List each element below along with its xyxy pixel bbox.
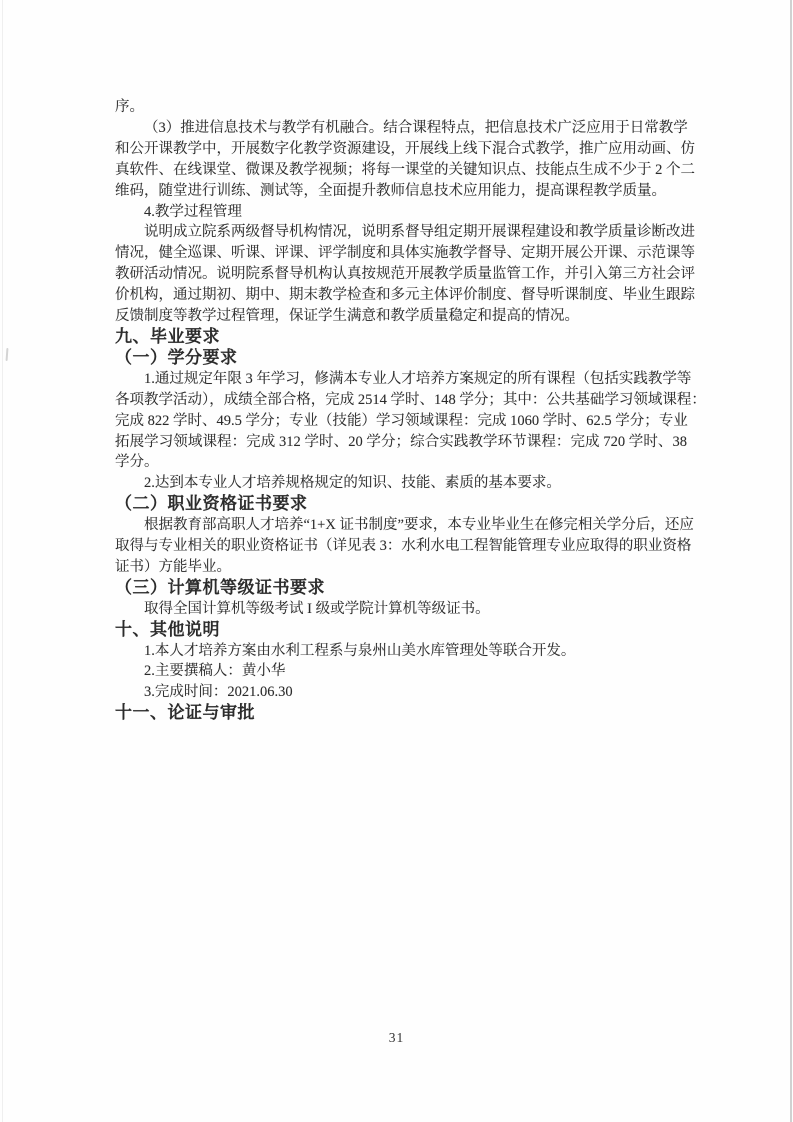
scan-artifact-left-edge xyxy=(2,0,3,1122)
text-line: 拓展学习领域课程：完成 312 学时、20 学分；综合实践教学环节课程：完成 720 学时、38 xyxy=(115,433,687,450)
text-line: 2.主要撰稿人：黄小华 xyxy=(144,663,286,680)
text-line: 取得全国计算机等级考试 I 级或学院计算机等级证书。 xyxy=(144,600,490,617)
text-line: 各项教学活动），成绩全部合格，完成 2514 学时、148 学分；其中：公共基础学习领域课程： xyxy=(115,391,706,408)
text-line: 学分。 xyxy=(115,454,159,471)
document-text xyxy=(115,97,706,724)
text-line: 1.通过规定年限 3 年学习，修满本专业人才培养方案规定的所有课程（包括实践教学等 xyxy=(144,370,692,387)
text-line: 情况，健全巡课、听课、评课、评学制度和具体实施教学督导、定期开展公开课、示范课等 xyxy=(115,245,695,262)
text-line: 维码，随堂进行训练、测试等，全面提升教师信息技术应用能力，提高课程教学质量。 xyxy=(115,182,666,199)
section-heading: （一）学分要求 xyxy=(115,347,238,367)
section-heading: 九、毕业要求 xyxy=(115,326,220,346)
text-line: 说明成立院系两级督导机构情况，说明系督导组定期开展课程建设和教学质量诊断改进 xyxy=(144,224,695,241)
text-line: 真软件、在线课堂、微课及教学视频；将每一课堂的关键知识点、技能点生成不少于 2 个二 xyxy=(115,161,695,178)
text-line: 4.教学过程管理 xyxy=(144,203,242,220)
text-line: 证书）方能毕业。 xyxy=(115,558,231,575)
section-heading: （二）职业资格证书要求 xyxy=(115,494,308,514)
text-line: 1.本人才培养方案由水利工程系与泉州山美水库管理处等联合开发。 xyxy=(144,642,576,659)
text-line: 完成 822 学时、49.5 学分；专业（技能）学习领域课程：完成 1060 学时、62.5 学分；专业 xyxy=(115,412,688,429)
text-line: 2.达到本专业人才培养规格规定的知识、技能、素质的基本要求。 xyxy=(144,475,561,492)
text-line: 3.完成时间：2021.06.30 xyxy=(144,684,293,701)
text-line: （3）推进信息技术与教学有机融合。结合课程特点，把信息技术广泛应用于日常教学 xyxy=(144,119,688,136)
text-line: 根据教育部高职人才培养“1+X 证书制度”要求，本专业毕业生在修完相关学分后，还应 xyxy=(144,517,694,534)
text-line: 取得与专业相关的职业资格证书（详见表 3：水利水电工程智能管理专业应取得的职业资格 xyxy=(115,538,692,555)
text-line: 和公开课教学中，开展数字化教学资源建设，开展线上线下混合式教学，推广应用动画、仿 xyxy=(115,140,695,157)
text-line: 序。 xyxy=(115,99,144,115)
scan-artifact-right-edge xyxy=(790,0,792,1122)
section-heading: （三）计算机等级证书要求 xyxy=(115,577,325,597)
text-line: 反馈制度等教学过程管理，保证学生满意和教学质量稳定和提高的情况。 xyxy=(115,308,579,325)
section-heading: 十、其他说明 xyxy=(115,619,220,639)
page-number: 31 xyxy=(388,1030,405,1045)
section-heading: 十一、论证与审批 xyxy=(115,703,255,723)
scan-smudge xyxy=(6,348,9,361)
text-line: 教研活动情况。说明院系督导机构认真按规范开展教学质量监管工作，并引入第三方社会评 xyxy=(115,266,695,283)
text-line: 价机构，通过期初、期中、期末教学检查和多元主体评价制度、督导听课制度、毕业生跟踪 xyxy=(115,287,695,304)
